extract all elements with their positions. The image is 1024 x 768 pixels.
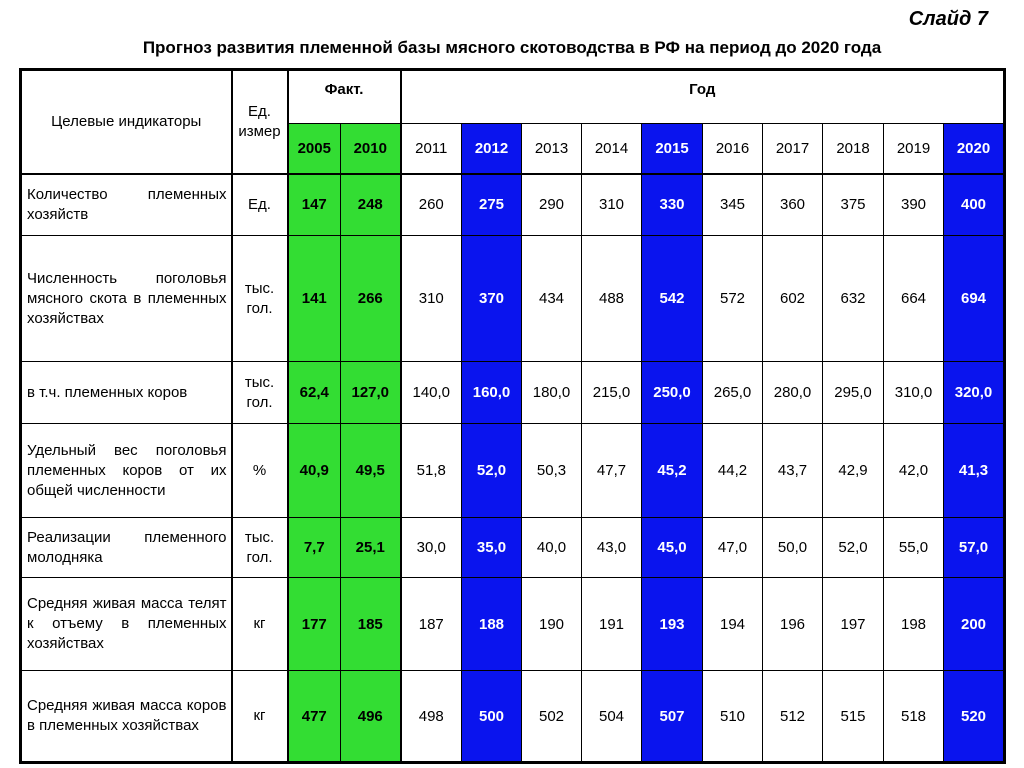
value-cell: 30,0: [401, 518, 462, 578]
value-cell: 35,0: [462, 518, 522, 578]
indicator-name: Удельный вес поголовья племенных коров от их общей численности: [21, 424, 232, 518]
year-header-cell: 2010: [341, 124, 401, 174]
value-cell: 512: [763, 671, 823, 763]
value-cell: 345: [703, 174, 763, 236]
value-cell: 45,2: [642, 424, 703, 518]
value-cell: 260: [401, 174, 462, 236]
indicator-unit: тыс. гол.: [232, 236, 288, 362]
value-cell: 62,4: [288, 362, 341, 424]
header-fact: Факт.: [288, 70, 401, 124]
value-cell: 250,0: [642, 362, 703, 424]
value-cell: 434: [522, 236, 582, 362]
value-cell: 504: [582, 671, 642, 763]
year-header-cell: 2014: [582, 124, 642, 174]
year-header-cell: 2013: [522, 124, 582, 174]
value-cell: 191: [582, 578, 642, 671]
indicator-unit: %: [232, 424, 288, 518]
value-cell: 248: [341, 174, 401, 236]
value-cell: 400: [944, 174, 1005, 236]
year-header-cell: 2019: [884, 124, 944, 174]
value-cell: 43,0: [582, 518, 642, 578]
value-cell: 198: [884, 578, 944, 671]
value-cell: 602: [763, 236, 823, 362]
year-header-cell: 2016: [703, 124, 763, 174]
header-year: Год: [401, 70, 1005, 124]
value-cell: 572: [703, 236, 763, 362]
value-cell: 44,2: [703, 424, 763, 518]
value-cell: 127,0: [341, 362, 401, 424]
indicator-unit: Ед.: [232, 174, 288, 236]
indicator-name: Средняя живая масса коров в племенных хозяйствах: [21, 671, 232, 763]
indicator-unit: тыс. гол.: [232, 518, 288, 578]
value-cell: 52,0: [823, 518, 884, 578]
table-row: [21, 578, 1005, 671]
value-cell: 375: [823, 174, 884, 236]
value-cell: 498: [401, 671, 462, 763]
value-cell: 188: [462, 578, 522, 671]
value-cell: 542: [642, 236, 703, 362]
value-cell: 502: [522, 671, 582, 763]
value-cell: 177: [288, 578, 341, 671]
value-cell: 694: [944, 236, 1005, 362]
value-cell: 141: [288, 236, 341, 362]
value-cell: 295,0: [823, 362, 884, 424]
value-cell: 266: [341, 236, 401, 362]
year-header-cell: 2015: [642, 124, 703, 174]
value-cell: 197: [823, 578, 884, 671]
slide-number: Слайд 7: [908, 8, 988, 30]
value-cell: 185: [341, 578, 401, 671]
value-cell: 320,0: [944, 362, 1005, 424]
value-cell: 507: [642, 671, 703, 763]
value-cell: 275: [462, 174, 522, 236]
value-cell: 47,7: [582, 424, 642, 518]
table-row: [21, 424, 1005, 518]
table-row: [21, 518, 1005, 578]
value-cell: 51,8: [401, 424, 462, 518]
value-cell: 310,0: [884, 362, 944, 424]
value-cell: 200: [944, 578, 1005, 671]
value-cell: 40,9: [288, 424, 341, 518]
value-cell: 42,0: [884, 424, 944, 518]
value-cell: 310: [582, 174, 642, 236]
indicator-unit: тыс. гол.: [232, 362, 288, 424]
indicator-unit: кг: [232, 578, 288, 671]
table-row: [21, 236, 1005, 362]
year-header-cell: 2005: [288, 124, 341, 174]
table-row: [21, 671, 1005, 763]
value-cell: 41,3: [944, 424, 1005, 518]
value-cell: 280,0: [763, 362, 823, 424]
slide-title: Прогноз развития племенной базы мясного скотоводства в РФ на период до 2020 года: [142, 38, 882, 57]
indicator-name: Количество племенных хозяйств: [21, 174, 232, 236]
value-cell: 330: [642, 174, 703, 236]
value-cell: 50,3: [522, 424, 582, 518]
indicator-unit: кг: [232, 671, 288, 763]
indicator-name: Реализации племенного молодняка: [21, 518, 232, 578]
indicator-name: Средняя живая масса телят к отъему в племенных хозяйствах: [21, 578, 232, 671]
value-cell: 55,0: [884, 518, 944, 578]
value-cell: 57,0: [944, 518, 1005, 578]
value-cell: 7,7: [288, 518, 341, 578]
table-row: [21, 362, 1005, 424]
indicator-name: в т.ч. племенных коров: [21, 362, 232, 424]
value-cell: 515: [823, 671, 884, 763]
value-cell: 518: [884, 671, 944, 763]
value-cell: 140,0: [401, 362, 462, 424]
forecast-table: [19, 68, 1006, 764]
value-cell: 43,7: [763, 424, 823, 518]
value-cell: 45,0: [642, 518, 703, 578]
value-cell: 180,0: [522, 362, 582, 424]
year-header-cell: 2011: [401, 124, 462, 174]
indicator-name: Численность поголовья мясного скота в племенных хозяйствах: [21, 236, 232, 362]
value-cell: 370: [462, 236, 522, 362]
value-cell: 265,0: [703, 362, 763, 424]
value-cell: 500: [462, 671, 522, 763]
value-cell: 215,0: [582, 362, 642, 424]
value-cell: 49,5: [341, 424, 401, 518]
year-header-cell: 2018: [823, 124, 884, 174]
value-cell: 40,0: [522, 518, 582, 578]
value-cell: 664: [884, 236, 944, 362]
value-cell: 187: [401, 578, 462, 671]
value-cell: 310: [401, 236, 462, 362]
value-cell: 25,1: [341, 518, 401, 578]
year-header-cell: 2017: [763, 124, 823, 174]
year-header-cell: 2012: [462, 124, 522, 174]
value-cell: 510: [703, 671, 763, 763]
value-cell: 50,0: [763, 518, 823, 578]
value-cell: 160,0: [462, 362, 522, 424]
value-cell: 488: [582, 236, 642, 362]
header-indicator: Целевые индикаторы: [21, 70, 232, 174]
value-cell: 190: [522, 578, 582, 671]
value-cell: 290: [522, 174, 582, 236]
value-cell: 42,9: [823, 424, 884, 518]
value-cell: 52,0: [462, 424, 522, 518]
value-cell: 496: [341, 671, 401, 763]
header-unit: Ед. измер: [232, 70, 288, 174]
value-cell: 196: [763, 578, 823, 671]
value-cell: 477: [288, 671, 341, 763]
value-cell: 194: [703, 578, 763, 671]
value-cell: 390: [884, 174, 944, 236]
year-header-cell: 2020: [944, 124, 1005, 174]
value-cell: 47,0: [703, 518, 763, 578]
value-cell: 360: [763, 174, 823, 236]
table-row: [21, 174, 1005, 236]
value-cell: 147: [288, 174, 341, 236]
value-cell: 632: [823, 236, 884, 362]
value-cell: 193: [642, 578, 703, 671]
value-cell: 520: [944, 671, 1005, 763]
